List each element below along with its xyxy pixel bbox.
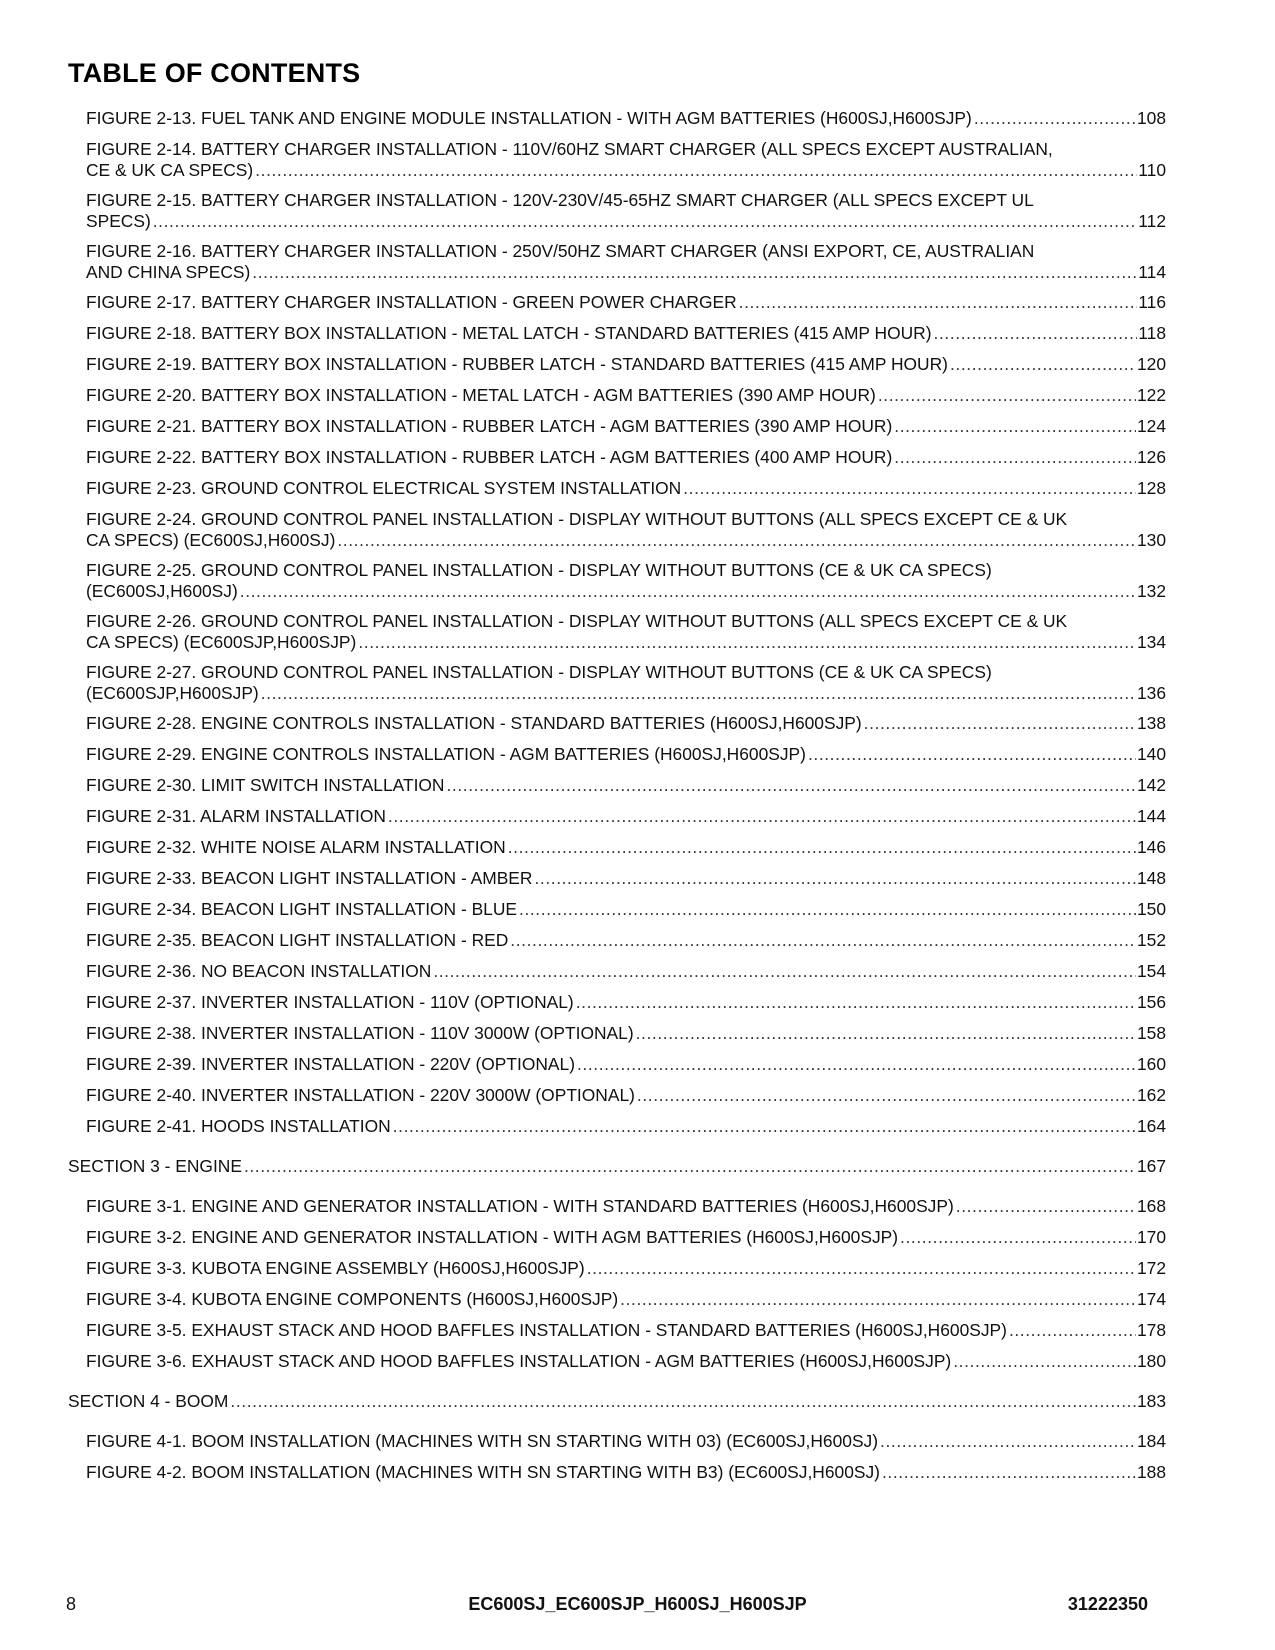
toc-entry-text: FIGURE 2-32. WHITE NOISE ALARM INSTALLATION — [86, 837, 506, 857]
toc-entry-text: FIGURE 2-22. BATTERY BOX INSTALLATION - RUBBER LATCH - AGM BATTERIES (400 AMP HOUR) — [86, 447, 893, 467]
toc-figure-entry[interactable] — [86, 930, 1166, 951]
dot-leader — [1009, 1320, 1136, 1341]
dot-leader — [739, 292, 1138, 313]
toc-page-number: 154 — [1136, 961, 1166, 981]
dot-leader — [808, 744, 1136, 765]
toc-page-number: 144 — [1136, 806, 1166, 826]
toc-entry-text: FIGURE 2-30. LIMIT SWITCH INSTALLATION — [86, 775, 445, 795]
toc-entry-text: FIGURE 2-21. BATTERY BOX INSTALLATION - RUBBER LATCH - AGM BATTERIES (390 AMP HOUR) — [86, 416, 893, 436]
toc-entry-text: FIGURE 2-16. BATTERY CHARGER INSTALLATION - 250V/50HZ SMART CHARGER (ANSI EXPORT, CE, AUSTRALIAN — [86, 241, 1035, 261]
footer-model: EC600SJ_EC600SJP_H600SJ_H600SJP — [468, 1594, 807, 1614]
dot-leader — [447, 775, 1136, 796]
toc-page-number: 172 — [1136, 1258, 1166, 1278]
dot-leader — [894, 416, 1136, 437]
toc-entry-text: FIGURE 2-15. BATTERY CHARGER INSTALLATION - 120V-230V/45-65HZ SMART CHARGER (ALL SPECS EXCEPT UL — [86, 190, 1034, 210]
dot-leader — [950, 354, 1136, 375]
toc-figure-entry[interactable] — [86, 1023, 1166, 1044]
dot-leader — [577, 1054, 1136, 1075]
dot-leader — [153, 211, 1138, 232]
dot-leader — [240, 581, 1136, 602]
toc-page-number: 108 — [1136, 108, 1166, 128]
toc-entry-text: FIGURE 2-40. INVERTER INSTALLATION - 220V 3000W (OPTIONAL) — [86, 1085, 635, 1105]
toc-page-number: 148 — [1136, 868, 1166, 888]
toc-entry-text: FIGURE 2-31. ALARM INSTALLATION — [86, 806, 386, 826]
dot-leader — [255, 160, 1137, 181]
toc-entry-text: FIGURE 4-2. BOOM INSTALLATION (MACHINES WITH SN STARTING WITH B3) (EC600SJ,H600SJ) — [86, 1462, 880, 1482]
toc-section-entry[interactable] — [68, 1156, 1166, 1177]
toc-figure-entry[interactable] — [86, 447, 1166, 468]
toc-entry-text: FIGURE 2-38. INVERTER INSTALLATION - 110V 3000W (OPTIONAL) — [86, 1023, 634, 1043]
toc-page-number: 183 — [1136, 1391, 1166, 1411]
toc-page-number: 118 — [1138, 323, 1166, 343]
toc-page-number: 138 — [1136, 713, 1166, 733]
toc-entry-text: FIGURE 2-24. GROUND CONTROL PANEL INSTALLATION - DISPLAY WITHOUT BUTTONS (ALL SPECS EXCEPT CE & UK — [86, 509, 1068, 529]
dot-leader — [894, 447, 1136, 468]
toc-entry-text: FIGURE 3-3. KUBOTA ENGINE ASSEMBLY (H600SJ,H600SJP) — [86, 1258, 585, 1278]
toc-entry-text: FIGURE 3-6. EXHAUST STACK AND HOOD BAFFLES INSTALLATION - AGM BATTERIES (H600SJ,H600SJP) — [86, 1351, 952, 1371]
toc-entry-text: CE & UK CA SPECS) — [86, 160, 254, 180]
toc-page-number: 122 — [1136, 385, 1166, 405]
dot-leader — [358, 632, 1136, 653]
toc-page-number: 128 — [1136, 478, 1166, 498]
dot-leader — [519, 899, 1136, 920]
toc-entry-text: FIGURE 3-5. EXHAUST STACK AND HOOD BAFFLES INSTALLATION - STANDARD BATTERIES (H600SJ,H600SJP) — [86, 1320, 1007, 1340]
toc-figure-entry[interactable] — [86, 241, 1166, 283]
toc-entry-text: SECTION 4 - BOOM — [68, 1391, 229, 1411]
toc-entry-text: FIGURE 2-36. NO BEACON INSTALLATION — [86, 961, 432, 981]
toc-entry-text: FIGURE 2-23. GROUND CONTROL ELECTRICAL SYSTEM INSTALLATION — [86, 478, 682, 498]
toc-page-number: 180 — [1136, 1351, 1166, 1371]
dot-leader — [230, 1391, 1136, 1412]
toc-entry-text: FIGURE 2-19. BATTERY BOX INSTALLATION - RUBBER LATCH - STANDARD BATTERIES (415 AMP HOUR) — [86, 354, 948, 374]
toc-page-number: 184 — [1136, 1431, 1166, 1451]
toc-entry-text: FIGURE 2-26. GROUND CONTROL PANEL INSTALLATION - DISPLAY WITHOUT BUTTONS (ALL SPECS EXCEPT CE & UK — [86, 611, 1068, 631]
toc-figure-entry[interactable] — [86, 744, 1166, 765]
dot-leader — [953, 1351, 1136, 1372]
toc-entry-text: FIGURE 4-1. BOOM INSTALLATION (MACHINES WITH SN STARTING WITH 03) (EC600SJ,H600SJ) — [86, 1431, 879, 1451]
toc-page-number: 168 — [1136, 1196, 1166, 1216]
footer-part-number: 31222350 — [1067, 1594, 1148, 1614]
toc-figure-entry[interactable] — [86, 1289, 1166, 1310]
toc-section-entry[interactable] — [68, 1391, 1166, 1412]
dot-leader — [576, 992, 1136, 1013]
dot-leader — [637, 1085, 1136, 1106]
dot-leader — [244, 1156, 1136, 1177]
footer-page-number: 8 — [66, 1594, 77, 1614]
toc-page-number: 152 — [1136, 930, 1166, 950]
toc-page-number: 120 — [1136, 354, 1166, 374]
toc-figure-entry[interactable] — [86, 509, 1166, 551]
toc-figure-entry[interactable] — [86, 478, 1166, 499]
dot-leader — [974, 108, 1136, 129]
dot-leader — [534, 868, 1136, 889]
dot-leader — [636, 1023, 1136, 1044]
dot-leader — [337, 530, 1136, 551]
toc-figure-entry[interactable] — [86, 899, 1166, 920]
toc-entry-text: FIGURE 2-28. ENGINE CONTROLS INSTALLATION - STANDARD BATTERIES (H600SJ,H600SJP) — [86, 713, 862, 733]
toc-figure-entry[interactable] — [86, 992, 1166, 1013]
toc-entry-text: FIGURE 2-37. INVERTER INSTALLATION - 110V (OPTIONAL) — [86, 992, 574, 1012]
toc-entry-text: FIGURE 2-35. BEACON LIGHT INSTALLATION - RED — [86, 930, 509, 950]
toc-page-number: 188 — [1136, 1462, 1166, 1482]
toc-page-number: 136 — [1136, 683, 1166, 703]
toc-entry-text: FIGURE 2-29. ENGINE CONTROLS INSTALLATION - AGM BATTERIES (H600SJ,H600SJP) — [86, 744, 806, 764]
dot-leader — [261, 683, 1136, 704]
toc-page-number: 150 — [1136, 899, 1166, 919]
toc-entry-text: CA SPECS) (EC600SJ,H600SJ) — [86, 530, 336, 550]
toc-entry-text: (EC600SJP,H600SJP) — [86, 683, 259, 703]
dot-leader — [587, 1258, 1136, 1279]
toc-figure-entry[interactable] — [86, 108, 1166, 129]
dot-leader — [864, 713, 1136, 734]
toc-figure-entry[interactable] — [86, 560, 1166, 602]
toc-entry-text: FIGURE 2-34. BEACON LIGHT INSTALLATION - BLUE — [86, 899, 518, 919]
toc-entry-text: FIGURE 2-20. BATTERY BOX INSTALLATION - METAL LATCH - AGM BATTERIES (390 AMP HOUR) — [86, 385, 876, 405]
toc-figure-entry[interactable] — [86, 611, 1166, 653]
toc-figure-entry[interactable] — [86, 806, 1166, 827]
dot-leader — [683, 478, 1136, 499]
toc-page-number: 124 — [1136, 416, 1166, 436]
toc-page-number: 130 — [1136, 530, 1166, 550]
toc-entry-text: FIGURE 2-33. BEACON LIGHT INSTALLATION - AMBER — [86, 868, 533, 888]
dot-leader — [900, 1227, 1136, 1248]
toc-entry-text: CA SPECS) (EC600SJP,H600SJP) — [86, 632, 357, 652]
toc-figure-entry[interactable] — [86, 713, 1166, 734]
toc-entry-text: FIGURE 2-18. BATTERY BOX INSTALLATION - METAL LATCH - STANDARD BATTERIES (415 AMP HOUR) — [86, 323, 932, 343]
dot-leader — [882, 1462, 1136, 1483]
toc-entry-text: FIGURE 2-13. FUEL TANK AND ENGINE MODULE INSTALLATION - WITH AGM BATTERIES (H600SJ,H600SJP) — [86, 108, 972, 128]
toc-figure-entry[interactable] — [86, 190, 1166, 232]
toc-figure-entry[interactable] — [86, 1462, 1166, 1483]
toc-figure-entry[interactable] — [86, 1085, 1166, 1106]
toc-page-number: 164 — [1136, 1116, 1166, 1136]
toc-figure-entry[interactable] — [86, 1116, 1166, 1137]
toc-page-number: 162 — [1136, 1085, 1166, 1105]
toc-entry-text: FIGURE 3-2. ENGINE AND GENERATOR INSTALLATION - WITH AGM BATTERIES (H600SJ,H600SJP) — [86, 1227, 899, 1247]
dot-leader — [433, 961, 1136, 982]
toc-page-number: 167 — [1136, 1156, 1166, 1176]
toc-page-number: 116 — [1138, 292, 1166, 312]
toc-entry-text: (EC600SJ,H600SJ) — [86, 581, 238, 601]
dot-leader — [880, 1431, 1136, 1452]
dot-leader — [508, 837, 1136, 858]
toc-figure-entry[interactable] — [86, 961, 1166, 982]
dot-leader — [934, 323, 1138, 344]
toc-entry-text: FIGURE 2-39. INVERTER INSTALLATION - 220V (OPTIONAL) — [86, 1054, 575, 1074]
toc-figure-entry[interactable] — [86, 323, 1166, 344]
toc-entry-text: FIGURE 3-1. ENGINE AND GENERATOR INSTALLATION - WITH STANDARD BATTERIES (H600SJ,H600SJP) — [86, 1196, 954, 1216]
toc-page-number: 142 — [1136, 775, 1166, 795]
toc-entry-text: FIGURE 2-17. BATTERY CHARGER INSTALLATION - GREEN POWER CHARGER — [86, 292, 737, 312]
toc-figure-entry[interactable] — [86, 1351, 1166, 1372]
toc-entry-text: AND CHINA SPECS) — [86, 262, 251, 282]
toc-page-number: 140 — [1136, 744, 1166, 764]
toc-figure-entry[interactable] — [86, 1196, 1166, 1217]
toc-page-number: 110 — [1138, 160, 1166, 180]
toc-page-number: 170 — [1136, 1227, 1166, 1247]
toc-page-number: 114 — [1138, 262, 1166, 282]
toc-entry-text: SPECS) — [86, 211, 151, 231]
dot-leader — [388, 806, 1136, 827]
dot-leader — [620, 1289, 1136, 1310]
toc-figure-entry[interactable] — [86, 775, 1166, 796]
dot-leader — [393, 1116, 1136, 1137]
toc-entry-text: FIGURE 2-41. HOODS INSTALLATION — [86, 1116, 391, 1136]
toc-figure-entry[interactable] — [86, 1258, 1166, 1279]
toc-entry-text: SECTION 3 - ENGINE — [68, 1156, 242, 1176]
toc-page-number: 146 — [1136, 837, 1166, 857]
dot-leader — [956, 1196, 1136, 1217]
toc-figure-entry[interactable] — [86, 416, 1166, 437]
toc-page-number: 156 — [1136, 992, 1166, 1012]
toc-figure-entry[interactable] — [86, 868, 1166, 889]
page-title: TABLE OF CONTENTS — [68, 58, 361, 88]
toc-figure-entry[interactable] — [86, 1227, 1166, 1248]
toc-page-number: 174 — [1136, 1289, 1166, 1309]
toc-figure-entry[interactable] — [86, 139, 1166, 181]
toc-page-number: 160 — [1136, 1054, 1166, 1074]
toc-page-number: 112 — [1138, 211, 1166, 231]
toc-figure-entry[interactable] — [86, 354, 1166, 375]
toc-figure-entry[interactable] — [86, 1320, 1166, 1341]
dot-leader — [252, 262, 1137, 283]
toc-page-number: 178 — [1136, 1320, 1166, 1340]
toc-entry-text: FIGURE 3-4. KUBOTA ENGINE COMPONENTS (H600SJ,H600SJP) — [86, 1289, 619, 1309]
toc-figure-entry[interactable] — [86, 292, 1166, 313]
dot-leader — [878, 385, 1136, 406]
toc-figure-entry[interactable] — [86, 1054, 1166, 1075]
toc-entry-text: FIGURE 2-14. BATTERY CHARGER INSTALLATION - 110V/60HZ SMART CHARGER (ALL SPECS EXCEPT AUSTRALIAN, — [86, 139, 1053, 159]
toc-figure-entry[interactable] — [86, 1431, 1166, 1452]
toc-entry-text: FIGURE 2-25. GROUND CONTROL PANEL INSTALLATION - DISPLAY WITHOUT BUTTONS (CE & UK CA SPECS) — [86, 560, 992, 580]
toc-figure-entry[interactable] — [86, 662, 1166, 704]
dot-leader — [510, 930, 1136, 951]
toc-page-number: 132 — [1136, 581, 1166, 601]
toc-page-number: 134 — [1136, 632, 1166, 652]
toc-entry-text: FIGURE 2-27. GROUND CONTROL PANEL INSTALLATION - DISPLAY WITHOUT BUTTONS (CE & UK CA SPECS) — [86, 662, 992, 682]
toc-page-number: 126 — [1136, 447, 1166, 467]
toc-figure-entry[interactable] — [86, 385, 1166, 406]
toc-page-number: 158 — [1136, 1023, 1166, 1043]
toc-figure-entry[interactable] — [86, 837, 1166, 858]
